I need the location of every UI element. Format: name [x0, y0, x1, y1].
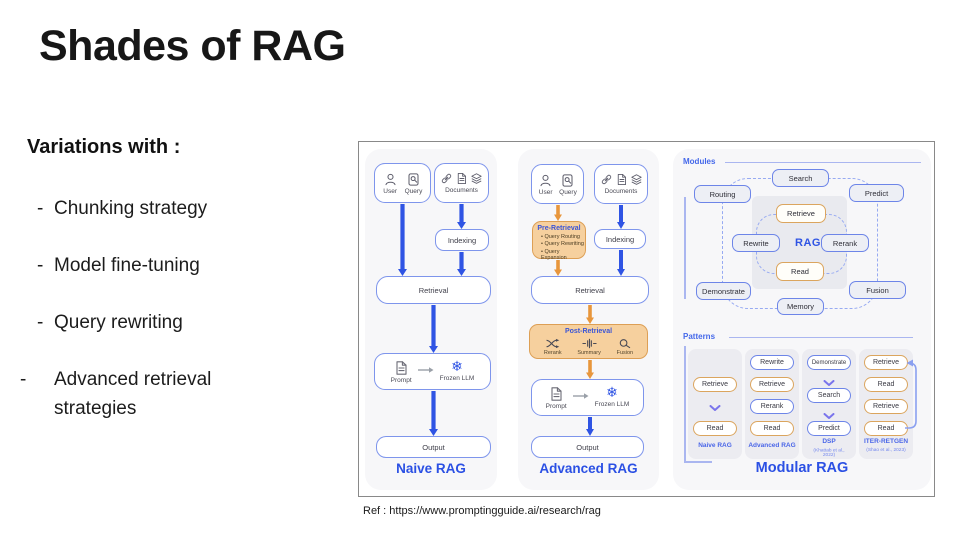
- pattern-name: Naive RAG: [698, 442, 732, 449]
- modules-section-label: Modules: [683, 157, 716, 166]
- arrow-right-icon: [418, 366, 434, 374]
- fusion-icon: [617, 338, 632, 349]
- pattern-step: Read: [750, 421, 794, 436]
- pattern-name: ITER-RETGEN: [863, 438, 909, 445]
- user-label: User: [383, 187, 397, 195]
- pre-retrieval-item: [541, 241, 585, 247]
- query-label: Query: [559, 188, 577, 196]
- bullet-item: [37, 251, 287, 280]
- module-memory: Memory: [777, 298, 824, 315]
- user-icon: [383, 172, 398, 187]
- post-retrieval-box: [529, 324, 648, 359]
- pattern-advanced-rag: [745, 349, 799, 459]
- summary-label: Summary: [577, 350, 601, 356]
- pre-item-text: Query Rewriting: [544, 241, 584, 247]
- advanced-rag-title: Advanced RAG: [539, 461, 638, 476]
- advanced-prompt-llm-box: [531, 379, 644, 416]
- layers-icon: [630, 173, 643, 186]
- pattern-step: Rerank: [750, 399, 794, 414]
- query-icon: [560, 173, 575, 188]
- prompt-icon: [548, 386, 564, 402]
- module-demonstrate: Demonstrate: [696, 282, 751, 300]
- pattern-step: Read: [693, 421, 737, 436]
- naive-rag-panel: [365, 149, 497, 490]
- document-icon: [615, 173, 628, 186]
- page-title: Shades of RAG: [39, 22, 346, 70]
- rerank-label: Rerank: [543, 350, 562, 356]
- patterns-line: [729, 337, 913, 338]
- naive-indexing-box: Indexing: [435, 229, 489, 251]
- prompt-icon: [393, 360, 409, 376]
- pattern-step: Demonstrate: [807, 355, 851, 370]
- link-icon: [600, 173, 613, 186]
- module-fusion: Fusion: [849, 281, 906, 299]
- module-read: Read: [776, 262, 824, 281]
- advanced-documents-box: [594, 164, 648, 204]
- modules-line: [725, 162, 921, 163]
- naive-user-query-box: [374, 163, 431, 203]
- query-label: Query: [404, 187, 423, 195]
- dot: •: [541, 248, 543, 255]
- modular-rag-title: Modular RAG: [755, 460, 849, 476]
- prompt-label: Prompt: [390, 376, 412, 384]
- summary-icon: [582, 338, 597, 349]
- layers-icon: [470, 172, 483, 185]
- user-icon: [538, 173, 553, 188]
- link-icon: [440, 172, 453, 185]
- bullet-item: [20, 365, 290, 423]
- bullet-text: Chunking strategy: [54, 198, 208, 219]
- bullet-dash: -: [37, 312, 44, 333]
- pattern-step: Retrieve: [864, 355, 908, 370]
- advanced-indexing-box: Indexing: [594, 229, 646, 249]
- bullet-item: [37, 308, 287, 337]
- advanced-output-box: Output: [531, 436, 644, 458]
- bullet-dash: -: [20, 369, 27, 390]
- patterns-section-label: Patterns: [683, 332, 716, 341]
- pattern-step: Retrieve: [693, 377, 737, 392]
- pattern-citation: (Khattab et al., 2022): [813, 448, 845, 458]
- naive-prompt-llm-box: [374, 353, 491, 390]
- pattern-step: Retrieve: [864, 399, 908, 414]
- module-rewrite: Rewrite: [732, 234, 780, 252]
- user-label: User: [538, 188, 553, 196]
- pre-item-text: Query Expansion: [541, 248, 567, 261]
- subtitle: Variations with :: [27, 136, 181, 158]
- frozen-llm-label: Frozen LLM: [439, 374, 475, 382]
- pattern-naive-rag: [688, 349, 742, 459]
- dot: •: [541, 233, 543, 240]
- module-search: Search: [772, 169, 829, 187]
- query-icon: [406, 172, 421, 187]
- snowflake-icon: ❄: [451, 358, 463, 375]
- pattern-step: Read: [864, 421, 908, 436]
- pattern-step: Predict: [807, 421, 851, 436]
- advanced-retrieval-box: Retrieval: [531, 276, 649, 304]
- module-predict: Predict: [849, 184, 904, 202]
- naive-output-box: Output: [376, 436, 491, 458]
- dot: •: [541, 241, 543, 247]
- naive-rag-title: Naive RAG: [396, 461, 466, 476]
- bullet-dash: -: [37, 255, 44, 276]
- naive-documents-box: [434, 163, 489, 203]
- pre-retrieval-item: [541, 234, 585, 240]
- bullet-text: Model fine-tuning: [54, 255, 200, 276]
- chevron-down-icon: [709, 399, 721, 417]
- module-rerank: Rerank: [821, 234, 869, 252]
- rag-figure: [358, 141, 935, 497]
- fusion-label: Fusion: [616, 350, 634, 356]
- patterns-accent-line: [684, 346, 686, 462]
- pattern-step: Search: [807, 388, 851, 403]
- bullet-text: Advanced retrieval strategies: [54, 369, 212, 419]
- modules-accent-line: [684, 197, 686, 299]
- pattern-name: DSP: [822, 438, 836, 445]
- pre-retrieval-item: [541, 249, 585, 261]
- module-retrieve: Retrieve: [776, 204, 826, 223]
- bullet-dash: -: [37, 198, 44, 219]
- rag-center-label: RAG: [795, 237, 821, 249]
- documents-label: Documents: [604, 188, 638, 195]
- bullet-item: [37, 194, 287, 223]
- arrow-right-icon: [573, 392, 589, 400]
- pattern-name: Advanced RAG: [748, 442, 796, 449]
- advanced-user-query-box: [531, 164, 584, 204]
- pattern-dsp: [802, 349, 856, 459]
- reference-text: Ref : https://www.promptingguide.ai/research/rag: [363, 505, 601, 517]
- advanced-rag-panel: [518, 149, 659, 490]
- modular-rag-panel: [673, 149, 931, 490]
- pattern-step: Read: [864, 377, 908, 392]
- naive-retrieval-box: Retrieval: [376, 276, 491, 304]
- rerank-icon: [545, 338, 560, 349]
- pattern-citation: (Shao et al., 2023): [866, 447, 906, 453]
- snowflake-icon: ❄: [606, 384, 618, 401]
- document-icon: [455, 172, 468, 185]
- frozen-llm-label: Frozen LLM: [594, 400, 630, 408]
- pattern-step: Rewrite: [750, 355, 794, 370]
- pre-retrieval-box: [532, 221, 586, 259]
- loop-arrow-icon: [905, 355, 919, 442]
- pre-item-text: Query Routing: [544, 233, 580, 240]
- bullet-text: Query rewriting: [54, 312, 183, 333]
- pre-retrieval-title: Pre-Retrieval: [537, 225, 581, 232]
- pattern-step: Retrieve: [750, 377, 794, 392]
- post-retrieval-title: Post-Retrieval: [564, 328, 613, 335]
- module-routing: Routing: [694, 185, 751, 203]
- documents-label: Documents: [445, 187, 478, 194]
- prompt-label: Prompt: [545, 402, 567, 410]
